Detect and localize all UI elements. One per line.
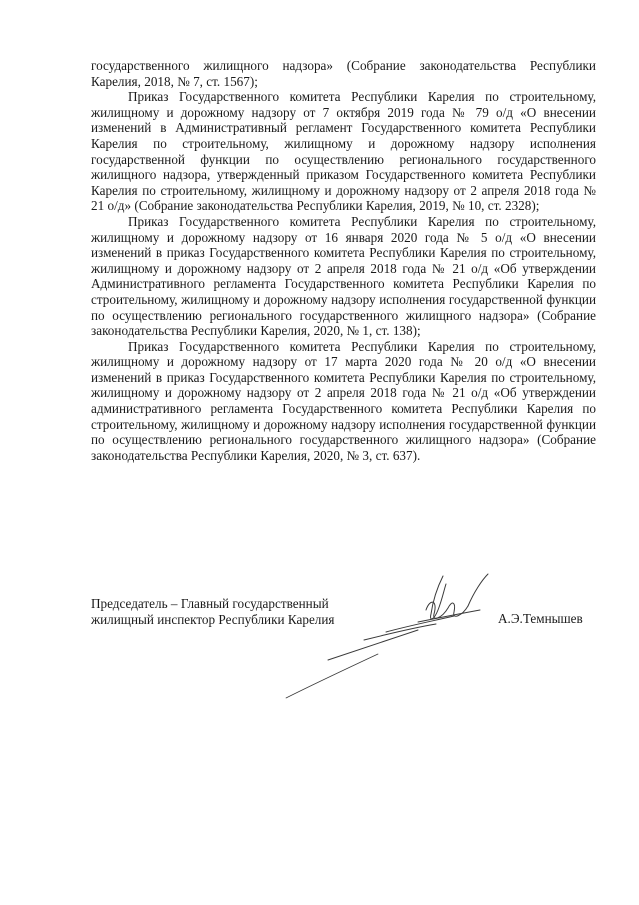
paragraph-order-79: Приказ Государственного комитета Республики Карелия по строительному, жилищному и дорожному надзору от 7 октября 2019 года № 79 о/д «О внесении изменений в Административный регламент Государственного комитета Республики Карелия по строительному, жилищному и дорожному надзору исполнения государственной функции по осуществлению регионального государственного жилищного надзора, утвержденный приказом Государственного комитета Республики Карелия по строительному, жилищному и дорожному надзору от 2 апреля 2018 года № 21 о/д» (Собрание законодательства Республики Карелия, 2019, № 10, ст. 2328); <box>91 89 596 214</box>
signatory-position-line1: Председатель – Главный государственный <box>91 596 329 611</box>
paragraph-order-20: Приказ Государственного комитета Республики Карелия по строительному, жилищному и дорожному надзору от 17 марта 2020 года № 20 о/д «О внесении изменений в приказ Государственного комитета Республики Карелия по строительному, жилищному и дорожному надзору от 2 апреля 2018 года № 21 о/д «Об утверждении административного регламента Государственного комитета Республики Карелия по строительному, жилищному и дорожному надзору исполнения государственной функции по осуществлению регионального государственного жилищного надзора» (Собрание законодательства Республики Карелия, 2020, № 3, ст. 637). <box>91 338 596 463</box>
signatory-position-line2: жилищный инспектор Республики Карелия <box>91 611 335 627</box>
paragraph-order-5: Приказ Государственного комитета Республики Карелия по строительному, жилищному и дорожному надзору от 16 января 2020 года № 5 о/д «О внесении изменений в приказ Государственного комитета Республики Карелия по строительному, жилищному и дорожному надзору от 2 апреля 2018 года № 21 о/д «Об утверждении Административного регламента Государственного комитета Республики Карелия по строительному, жилищному и дорожному надзору исполнения государственной функции по осуществлению регионального государственного жилищного надзора» (Собрание законодательства Республики Карелия, 2020, № 1, ст. 138); <box>91 213 596 339</box>
signatory-name: А.Э.Темнышев <box>498 611 583 626</box>
paragraph-continuation: государственного жилищного надзора» (Собрание законодательства Республики Карелия, 2018, № 7, ст. 1567); <box>91 58 596 89</box>
document-body <box>91 58 596 463</box>
handwritten-signature <box>268 570 498 705</box>
